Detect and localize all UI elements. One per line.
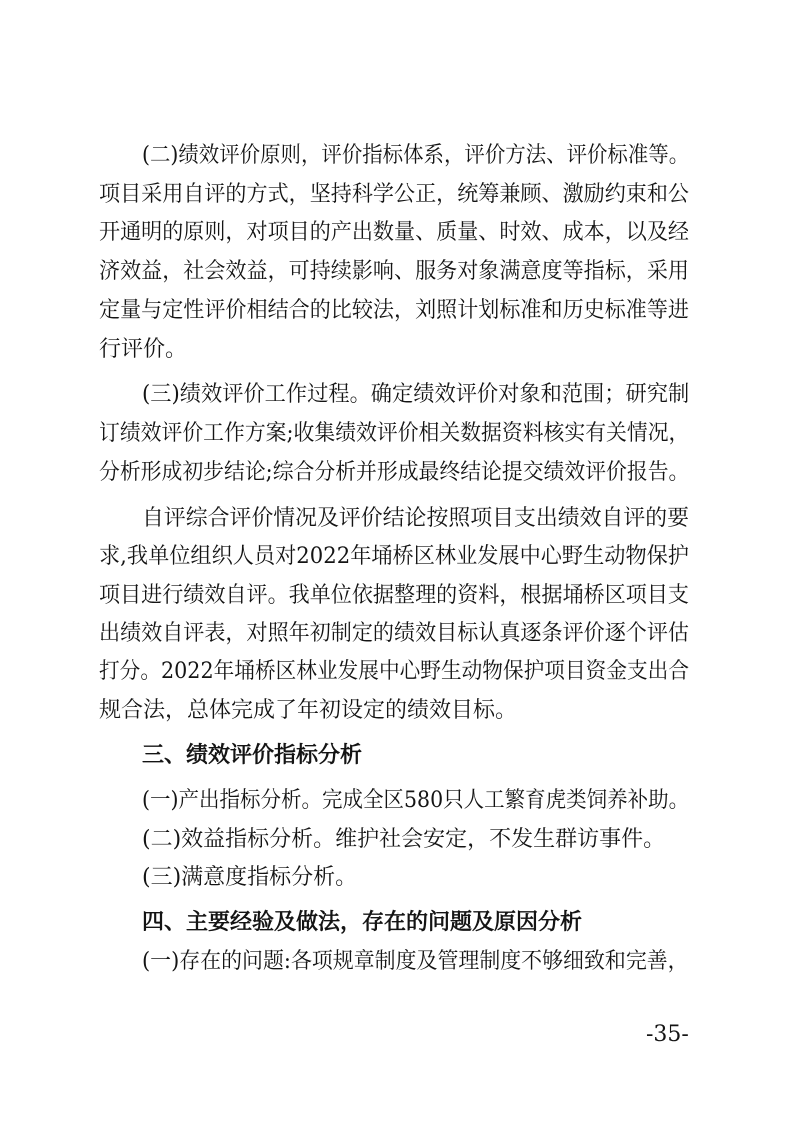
text-line: 项目进行绩效自评。我单位依据整理的资料，根据埇桥区项目支: [99, 583, 690, 608]
page-number: -35-: [646, 1022, 689, 1047]
section-heading: 三、绩效评价指标分析: [142, 743, 363, 768]
text-line: (二)效益指标分析。维护社会安定，不发生群访事件。: [142, 827, 666, 852]
text-line: (二)绩效评价原则，评价指标体系，评价方法、评价标准等。: [142, 143, 690, 168]
text-line: 自评综合评价情况及评价结论按照项目支出绩效自评的要: [142, 506, 690, 531]
text-line: 规合法，总体完成了年初设定的绩效目标。: [99, 698, 518, 723]
text-line: 项目采用自评的方式，坚持科学公正，统筹兼顾、激励约束和公: [99, 182, 690, 207]
text-line: (三)满意度指标分析。: [142, 865, 358, 890]
text-line: 打分。2022年埇桥区林业发展中心野生动物保护项目资金支出合: [99, 659, 689, 684]
text-line: 订绩效评价工作方案;收集绩效评价相关数据资料核实有关情况，: [99, 421, 690, 446]
text-line: 分析形成初步结论;综合分析并形成最终结论提交绩效评价报告。: [99, 460, 690, 485]
text-line: 求,我单位组织人员对2022年埇桥区林业发展中心野生动物保护: [99, 544, 689, 569]
text-line: 开通明的原则，对项目的产出数量、质量、时效、成本，以及经: [99, 220, 690, 245]
text-line: 出绩效自评表，对照年初制定的绩效目标认真逐条评价逐个评估: [99, 621, 690, 646]
text-line: 行评价。: [99, 337, 188, 362]
text-line: (三)绩效评价工作过程。确定绩效评价对象和范围；研究制: [142, 382, 690, 407]
text-line: 济效益，社会效益，可持续影响、服务对象满意度等指标，采用: [99, 259, 690, 284]
text-line: (一)存在的问题:各项规章制度及管理制度不够细致和完善，: [142, 949, 689, 974]
section-heading: 四、主要经验及做法，存在的问题及原因分析: [142, 910, 583, 935]
text-line: 定量与定性评价相结合的比较法，刘照计划标准和历史标准等进: [99, 298, 690, 323]
text-line: (一)产出指标分析。完成全区580只人工繁育虎类饲养补助。: [142, 788, 690, 813]
